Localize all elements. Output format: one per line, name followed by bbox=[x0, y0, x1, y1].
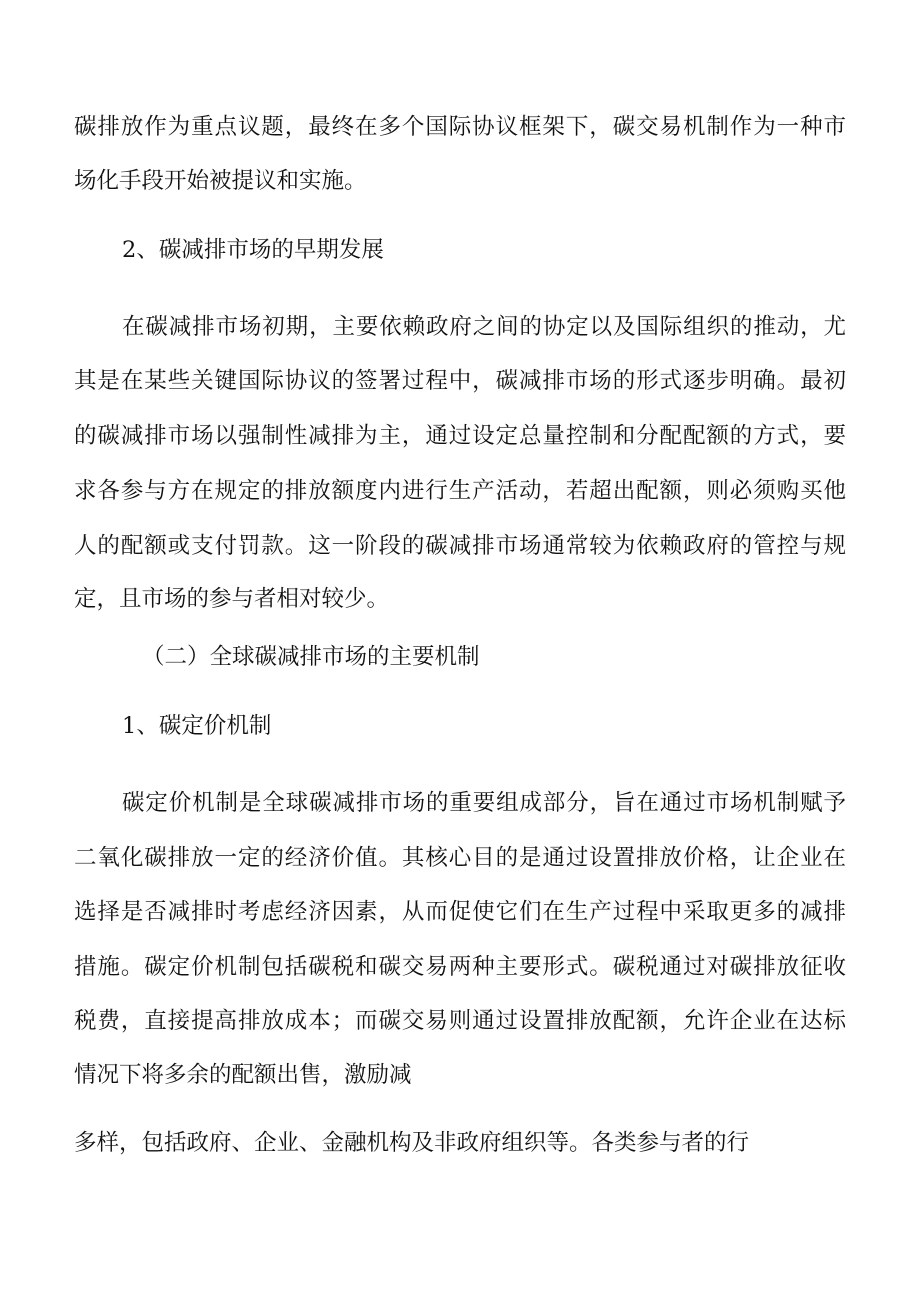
text-line: 人的配额或支付罚款。这一阶段的碳减排市场通常较为依赖政府的管控与规 bbox=[74, 533, 846, 559]
text-line: 税费，直接提高排放成本；而碳交易则通过设置排放配额，允许企业在达标 bbox=[74, 1008, 846, 1034]
section-heading: 2、碳减排市场的早期发展 bbox=[122, 237, 384, 263]
text-line: 措施。碳定价机制包括碳税和碳交易两种主要形式。碳税通过对碳排放征收 bbox=[74, 954, 846, 980]
text-line: 其是在某些关键国际协议的签署过程中，碳减排市场的形式逐步明确。最初 bbox=[74, 368, 846, 394]
text-line: 情况下将多余的配额出售，激励减 bbox=[74, 1062, 412, 1088]
text-line: 多样，包括政府、企业、金融机构及非政府组织等。各类参与者的行 bbox=[74, 1130, 750, 1156]
text-line: 场化手段开始被提议和实施。 bbox=[74, 168, 367, 194]
text-line: 定，且市场的参与者相对较少。 bbox=[74, 586, 390, 612]
text-line: 碳排放作为重点议题，最终在多个国际协议框架下，碳交易机制作为一种市 bbox=[74, 114, 846, 140]
chapter-heading: （二）全球碳减排市场的主要机制 bbox=[142, 644, 480, 670]
text-line: 的碳减排市场以强制性减排为主，通过设定总量控制和分配配额的方式，要 bbox=[74, 423, 846, 449]
text-line: 选择是否减排时考虑经济因素，从而促使它们在生产过程中采取更多的减排 bbox=[74, 899, 846, 925]
text-line: 碳定价机制是全球碳减排市场的重要组成部分，旨在通过市场机制赋予 bbox=[122, 790, 846, 816]
section-heading: 1、碳定价机制 bbox=[122, 713, 272, 739]
text-line: 在碳减排市场初期，主要依赖政府之间的协定以及国际组织的推动，尤 bbox=[122, 314, 846, 340]
text-line: 二氧化碳排放一定的经济价值。其核心目的是通过设置排放价格，让企业在 bbox=[74, 845, 846, 871]
text-line: 求各参与方在规定的排放额度内进行生产活动，若超出配额，则必须购买他 bbox=[74, 478, 846, 504]
